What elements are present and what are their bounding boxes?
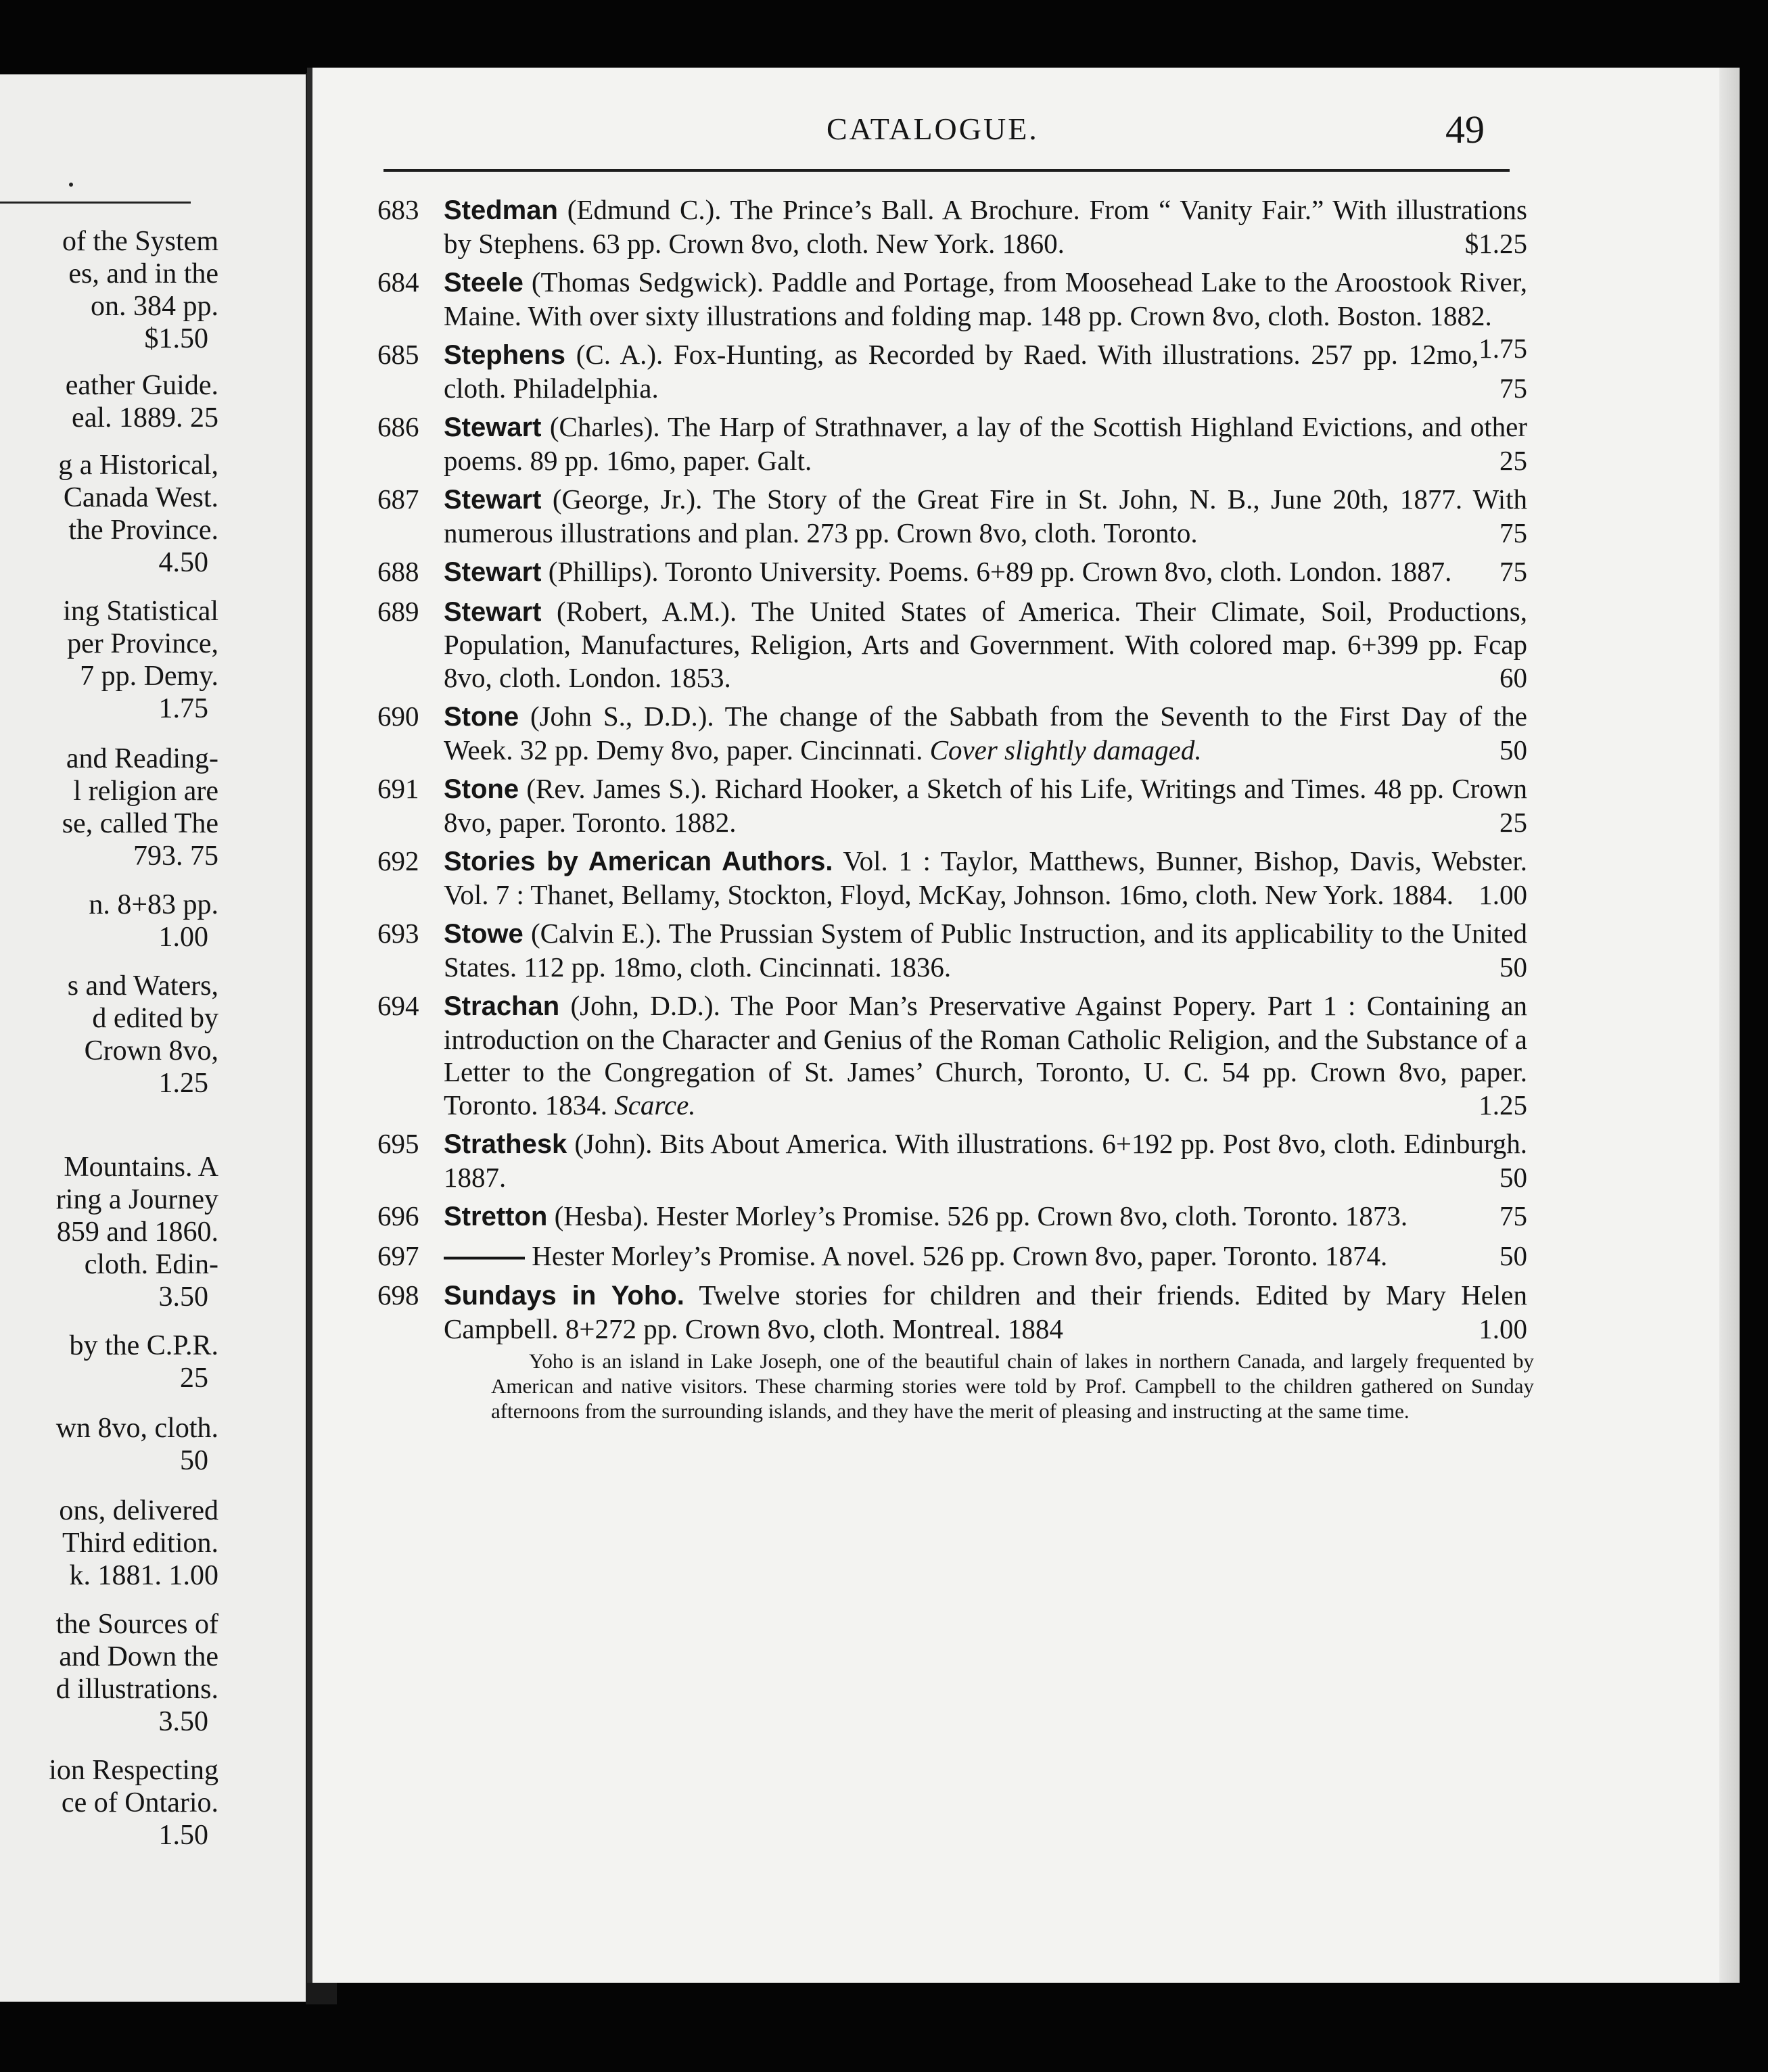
entry-author: Stewart: [444, 557, 542, 587]
left-page-line: ring a Journey: [55, 1184, 218, 1215]
left-page-fragment: [0, 74, 330, 2002]
entry-description: (Edmund C.). The Prince’s Ball. A Brochure. From “ Vanity Fair.” With illustrations by Stephens. 63 pp. Crown 8vo, cloth. New York. 1860.: [444, 194, 1527, 259]
entry-author: Sundays in Yoho.: [444, 1281, 684, 1311]
catalogue-entry: [377, 772, 1527, 839]
entry-remark: Cover slightly damaged.: [929, 734, 1202, 766]
entry-description: (Hesba). Hester Morley’s Promise. 526 pp. Crown 8vo, cloth. Toronto. 1873.: [554, 1200, 1408, 1231]
entry-description: (Charles). The Harp of Strathnaver, a lay of the Scottish Highland Evictions, and other poems. 89 pp. 16mo, paper. Galt.: [444, 411, 1528, 476]
entry-body: [444, 555, 1527, 589]
entry-body: [444, 989, 1527, 1121]
entry-price: 75: [1499, 556, 1527, 587]
header-rule: [383, 169, 1510, 172]
entry-description: (C. A.). Fox-Hunting, as Recorded by Raed. With illustrations. 257 pp. 12mo, cloth. Philadelphia.: [444, 339, 1479, 404]
entry-author: ———: [444, 1241, 525, 1271]
left-page-line: cloth. Edin-: [84, 1249, 218, 1280]
left-page-line: 25: [180, 1363, 208, 1394]
entry-price: 75: [1499, 372, 1527, 404]
entry-number: 687: [377, 484, 419, 515]
entry-number: 683: [377, 194, 419, 225]
left-page-line: eather Guide.: [65, 370, 218, 401]
left-page-line: d edited by: [92, 1003, 218, 1034]
entry-number: 686: [377, 411, 419, 442]
entry-body: [444, 1127, 1527, 1194]
page-number: 49: [1445, 108, 1485, 151]
entry-number: 693: [377, 918, 419, 949]
catalogue-page: [307, 68, 1740, 1983]
left-page-line: g a Historical,: [58, 450, 218, 481]
catalogue-entry: [377, 555, 1527, 589]
entry-body: [444, 483, 1527, 549]
entry-description: Hester Morley’s Promise. A novel. 526 pp. Crown 8vo, paper. Toronto. 1874.: [532, 1240, 1388, 1271]
left-page-line: 1.50: [158, 1820, 208, 1851]
catalogue-entry: [377, 845, 1527, 911]
entry-remark: Scarce.: [614, 1089, 696, 1121]
entry-price: 25: [1499, 806, 1527, 838]
left-page-line: ing Statistical: [63, 596, 218, 627]
entry-author: Steele: [444, 268, 524, 298]
left-page-line: Mountains. A: [64, 1152, 218, 1183]
left-page-line: by the C.P.R.: [69, 1330, 218, 1361]
entry-body: [444, 917, 1527, 983]
catalogue-entries: [377, 193, 1534, 1423]
catalogue-entry: [377, 1279, 1527, 1345]
entry-body: [444, 845, 1527, 911]
left-page-line: k. 1881. 1.00: [69, 1560, 218, 1591]
entry-number: 697: [377, 1240, 419, 1271]
left-page-line: of the System: [62, 226, 218, 257]
entry-description: (Robert, A.M.). The United States of America. Their Climate, Soil, Productions, Population, Manufactures, Religion, Arts and Government. With colored map. 6+399 pp. Fcap 8vo, cloth. London. 1853.: [444, 595, 1527, 693]
left-page-line: wn 8vo, cloth.: [55, 1413, 218, 1444]
catalogue-entry: [377, 1240, 1527, 1273]
entry-author: Stewart: [444, 413, 542, 442]
left-page-line: 1.00: [158, 922, 208, 953]
entry-number: 698: [377, 1279, 419, 1311]
entry-body: [444, 1279, 1527, 1345]
entry-author: Stewart: [444, 485, 542, 515]
entry-description: Vol. 1 : Taylor, Matthews, Bunner, Bishop, Davis, Webster. Vol. 7 : Thanet, Bellamy, Stockton, Floyd, McKay, Johnson. 16mo, cloth. New York. 1884.: [444, 845, 1527, 910]
catalogue-entry: [377, 338, 1527, 404]
left-page-line: per Province,: [67, 628, 218, 659]
entry-body: [444, 1200, 1527, 1233]
entry-price: 50: [1499, 1161, 1527, 1193]
left-page-line: the Sources of: [55, 1609, 218, 1640]
left-page-line: 3.50: [158, 1281, 208, 1313]
entry-number: 685: [377, 339, 419, 370]
catalogue-entry: [377, 193, 1527, 260]
entry-number: 691: [377, 773, 419, 804]
catalogue-entry: [377, 700, 1527, 766]
entry-number: 692: [377, 845, 419, 876]
left-page-line: 50: [180, 1445, 208, 1476]
entry-number: 690: [377, 701, 419, 732]
entry-price: 60: [1499, 661, 1527, 693]
left-page-line: ons, delivered: [59, 1495, 218, 1526]
entry-author: Stories by American Authors.: [444, 847, 833, 876]
left-page-line: Third edition.: [62, 1528, 218, 1559]
entry-price: 1.25: [1479, 1089, 1527, 1121]
left-page-line: 4.50: [158, 547, 208, 578]
left-page-line: 859 and 1860.: [56, 1217, 218, 1248]
left-page-line: ion Respecting: [49, 1755, 218, 1786]
left-page-line: Canada West.: [63, 482, 218, 513]
catalogue-entry: [377, 917, 1527, 983]
left-page-line: Crown 8vo,: [84, 1035, 218, 1066]
entry-description: (Phillips). Toronto University. Poems. 6+89 pp. Crown 8vo, cloth. London. 1887.: [548, 556, 1452, 587]
catalogue-entry: [377, 1127, 1527, 1194]
running-head: CATALOGUE.: [827, 112, 1039, 146]
left-page-line: 1.75: [158, 693, 208, 724]
entry-number: 696: [377, 1200, 419, 1231]
entry-author: Stephens: [444, 340, 566, 370]
left-page-line: n. 8+83 pp.: [89, 889, 218, 920]
entry-number: 688: [377, 556, 419, 587]
entry-description: (George, Jr.). The Story of the Great Fire in St. John, N. B., June 20th, 1877. With numerous illustrations and plan. 273 pp. Crown 8vo, cloth. Toronto.: [444, 484, 1527, 548]
entry-author: Stone: [444, 774, 519, 804]
catalogue-entry: [377, 989, 1527, 1121]
left-page-line: l religion are: [73, 776, 218, 807]
left-page-line: se, called The: [62, 808, 218, 839]
left-page-line: 3.50: [158, 1706, 208, 1737]
entry-description: (Rev. James S.). Richard Hooker, a Sketch of his Life, Writings and Times. 48 pp. Crown 8vo, paper. Toronto. 1882.: [444, 773, 1528, 838]
entry-body: [444, 595, 1527, 694]
entry-price: 1.75: [1479, 333, 1527, 364]
left-page-line: 7 pp. Demy.: [80, 661, 218, 692]
entry-number: 695: [377, 1128, 419, 1159]
entry-body: [444, 772, 1527, 839]
left-page-line: $1.50: [144, 323, 208, 354]
entry-body: [444, 1240, 1527, 1273]
left-page-rule: [0, 202, 191, 204]
entry-number: 694: [377, 990, 419, 1021]
left-page-line: and Reading-: [66, 743, 218, 774]
entry-price: 25: [1499, 444, 1527, 476]
entry-description: (John). Bits About America. With illustrations. 6+192 pp. Post 8vo, cloth. Edinburgh. 1887.: [444, 1128, 1527, 1193]
entry-body: [444, 410, 1527, 477]
entry-number: 689: [377, 595, 419, 627]
entry-description: Twelve stories for children and their friends. Edited by Mary Helen Campbell. 8+272 pp. Crown 8vo, cloth. Montreal. 1884: [444, 1279, 1527, 1344]
entry-price: 50: [1499, 951, 1527, 983]
entry-price: 50: [1499, 734, 1527, 766]
entry-description: (Calvin E.). The Prussian System of Public Instruction, and its applicability to the United States. 112 pp. 18mo, cloth. Cincinnati. 1836.: [444, 918, 1528, 983]
decorative-dot: [69, 183, 73, 187]
entry-description: (Thomas Sedgwick). Paddle and Portage, from Moosehead Lake to the Aroostook River, Maine. With over sixty illustrations and folding map. 148 pp. Crown 8vo, cloth. Boston. 1882.: [444, 266, 1527, 331]
page-edge: [1719, 68, 1740, 1983]
left-page-line: on. 384 pp.: [91, 291, 218, 322]
left-page-line: es, and in the: [68, 258, 218, 289]
left-page-line: ce of Ontario.: [61, 1787, 218, 1818]
entry-body: [444, 700, 1527, 766]
entry-price: 75: [1499, 1200, 1527, 1231]
entry-description: (John, D.D.). The Poor Man’s Preservative Against Popery. Part 1 : Containing an introduction on the Character and Genius of the Roman Catholic Religion, and the Substance of a Letter to the Congregation of St. James’ Church, Toronto, U. C. 54 pp. Crown 8vo, paper. Toronto. 1834.: [444, 990, 1528, 1121]
entry-author: Strachan: [444, 991, 560, 1021]
entry-number: 684: [377, 266, 419, 298]
catalogue-entry: [377, 1200, 1527, 1233]
entry-price: 75: [1499, 517, 1527, 548]
entry-author: Stowe: [444, 919, 524, 949]
entry-description: (John S., D.D.). The change of the Sabbath from the Seventh to the First Day of the Week. 32 pp. Demy 8vo, paper. Cincinnati.: [444, 701, 1527, 766]
entry-author: Stedman: [444, 195, 558, 225]
entry-price: 50: [1499, 1240, 1527, 1271]
entry-price: $1.25: [1464, 227, 1527, 259]
catalogue-entry: [377, 595, 1527, 694]
left-page-line: s and Waters,: [67, 970, 218, 1002]
left-page-line: and Down the: [59, 1641, 218, 1672]
entry-price: 1.00: [1479, 878, 1527, 910]
catalogue-entry: [377, 410, 1527, 477]
entry-author: Strathesk: [444, 1129, 567, 1159]
footnote: Yoho is an island in Lake Joseph, one of the beautiful chain of lakes in northern Canada, and largely frequented by American and native visitors. These charming stories were told by Prof. Campbell to the children gathered on Sunday afternoons from the surrounding islands, and they have the merit of pleasing and instructing at the same time.: [491, 1349, 1534, 1423]
left-page-line: the Province.: [68, 515, 218, 546]
entry-author: Stretton: [444, 1202, 548, 1231]
left-page-line: d illustrations.: [55, 1674, 218, 1705]
entry-body: [444, 338, 1527, 404]
entry-author: Stone: [444, 702, 519, 732]
catalogue-entry: [377, 483, 1527, 549]
left-page-line: 1.25: [158, 1068, 208, 1099]
entry-price: 1.00: [1479, 1313, 1527, 1344]
entry-author: Stewart: [444, 596, 542, 627]
entry-body: [444, 193, 1527, 260]
left-page-line: eal. 1889. 25: [72, 402, 218, 433]
left-page-line: 793. 75: [133, 841, 218, 872]
